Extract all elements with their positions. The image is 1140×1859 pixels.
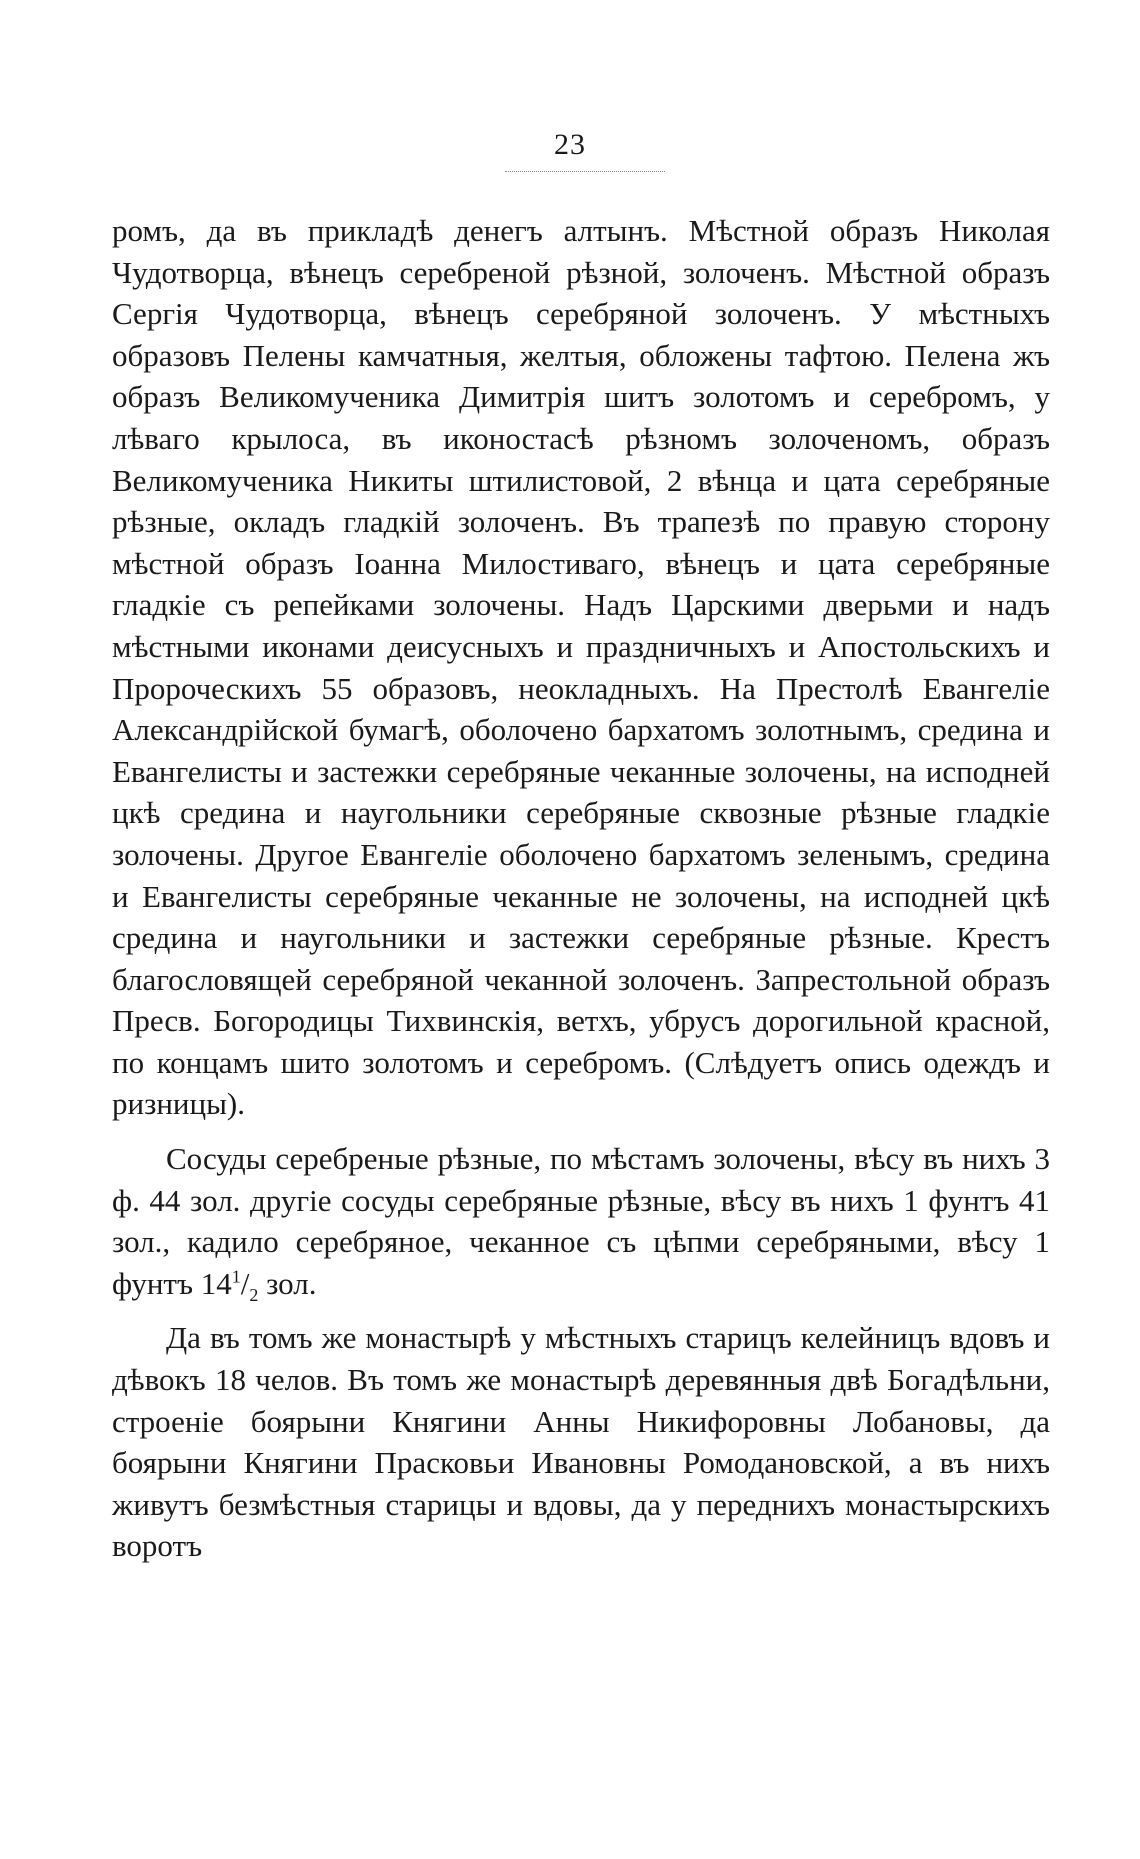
fraction-slash: / [240,1265,250,1301]
fraction-numerator: 1 [231,1266,241,1287]
paragraph-inventory: ромъ, да въ прикладѣ денегъ алтынъ. Мѣстной образъ Николая Чудотворца, вѣнецъ серебреной рѣзной, золоченъ. Мѣстной образъ Сергія Чудотворца, вѣнецъ серебряной золоченъ. У мѣстныхъ образовъ Пелены камчатныя, желтыя, обложены тафтою. Пелена жъ образъ Великомученика Димитрія шитъ золотомъ и серебромъ, у лѣваго крылоса, въ иконостасѣ рѣзномъ золоченомъ, образъ Великомученика Никиты штилистовой, 2 вѣнца и цата серебряные рѣзные, окладъ гладкій золоченъ. Въ трапезѣ по правую сторону мѣстной образъ Іоанна Милостиваго, вѣнецъ и цата серебряные гладкіе съ репейками золочены. Надъ Царскими дверьми и надъ мѣстными иконами деисусныхъ и праздничныхъ и Апостольскихъ и Пророческихъ 55 образовъ, неокладныхъ. На Престолѣ Евангеліе Александрійской бумагѣ, оболочено бархатомъ золотнымъ, средина и Евангелисты и застежки серебряные чеканные золочены, на исподней цкѣ средина и наугольники серебряные сквозные рѣзные гладкіе золочены. Другое Евангеліе оболочено бархатомъ зеленымъ, средина и Евангелисты серебряные чеканные не золочены, на исподней цкѣ средина и наугольники и застежки серебряные рѣзные. Крестъ благословящей серебряной чеканной золоченъ. Запрестольной образъ Пресв. Богородицы Тихвинскія, ветхъ, убрусъ дорогильной красной, по концамъ шито золотомъ и серебромъ. (Слѣдуетъ опись одеждъ и ризницы). [112,213,1050,1122]
paragraph-residents: Да въ томъ же монастырѣ у мѣстныхъ старицъ келейницъ вдовъ и дѣвокъ 18 челов. Въ томъ же монастырѣ деревянныя двѣ Богадѣльни, строеніе боярыни Княгини Анны Никифоровны Лобановы, да боярыни Княгини Прасковьи Ивановны Ромодановской, а въ нихъ живутъ безмѣстныя старицы и вдовы, да у переднихъ монастырскихъ воротъ [112,1320,1050,1564]
paragraph-vessels [112,1138,1050,1304]
fraction-unit: зол. [258,1265,317,1301]
paragraph-vessels-text: Сосуды серебреные рѣзные, по мѣстамъ золочены, вѣсу въ нихъ 3 ф. 44 зол. другіе сосуды серебряные рѣзные, вѣсу въ нихъ 1 фунтъ 41 зол., кадило серебряное, чеканное съ цѣпми серебряными, вѣсу 1 фунтъ 14 [112,1141,1050,1301]
text-body [112,210,1050,1567]
fraction-denominator: 2 [249,1285,259,1306]
page-number: 23 [554,128,586,161]
page-number-divider [505,171,665,172]
